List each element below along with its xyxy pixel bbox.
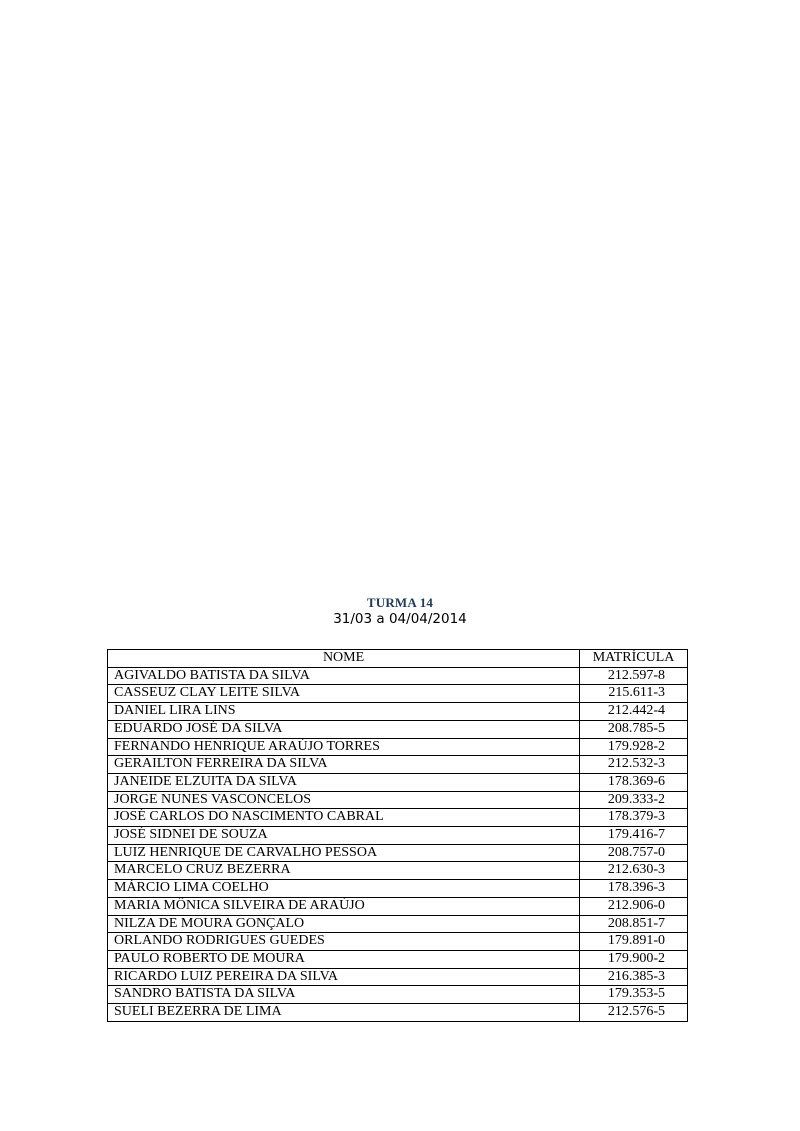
row-matricula: 209.333-2 bbox=[580, 791, 688, 809]
row-nome: JOSÉ SIDNEI DE SOUZA bbox=[108, 827, 580, 845]
row-nome: CASSEUZ CLAY LEITE SILVA bbox=[108, 685, 580, 703]
row-matricula: 179.900-2 bbox=[580, 950, 688, 968]
table-row bbox=[108, 844, 688, 862]
row-matricula: 212.597-8 bbox=[580, 667, 688, 685]
table-row bbox=[108, 809, 688, 827]
row-matricula: 208.757-0 bbox=[580, 844, 688, 862]
row-nome: GERAILTON FERREIRA DA SILVA bbox=[108, 756, 580, 774]
row-nome: LUIZ HENRIQUE DE CARVALHO PESSOA bbox=[108, 844, 580, 862]
table-row bbox=[108, 756, 688, 774]
table-row bbox=[108, 685, 688, 703]
table-row bbox=[108, 986, 688, 1004]
row-nome: ORLANDO RODRIGUES GUEDES bbox=[108, 933, 580, 951]
row-nome: MARCELO CRUZ BEZERRA bbox=[108, 862, 580, 880]
roster-table bbox=[107, 649, 688, 1022]
table-row bbox=[108, 897, 688, 915]
row-matricula: 179.928-2 bbox=[580, 738, 688, 756]
date-range: 31/03 a 04/04/2014 bbox=[333, 611, 467, 627]
table-row bbox=[108, 915, 688, 933]
row-matricula: 208.785-5 bbox=[580, 720, 688, 738]
row-matricula: 216.385-3 bbox=[580, 968, 688, 986]
table-row bbox=[108, 773, 688, 791]
row-matricula: 215.611-3 bbox=[580, 685, 688, 703]
table-row bbox=[108, 703, 688, 721]
table-row bbox=[108, 862, 688, 880]
row-nome: MÁRCIO LIMA COELHO bbox=[108, 880, 580, 898]
row-nome: JANEIDE ELZUITA DA SILVA bbox=[108, 773, 580, 791]
row-nome: DANIEL LIRA LINS bbox=[108, 703, 580, 721]
row-matricula: 178.396-3 bbox=[580, 880, 688, 898]
table-row bbox=[108, 738, 688, 756]
header-nome: NOME bbox=[108, 650, 580, 668]
row-nome: PAULO ROBERTO DE MOURA bbox=[108, 950, 580, 968]
row-nome: MARIA MÔNICA SILVEIRA DE ARAÚJO bbox=[108, 897, 580, 915]
class-title: TURMA 14 bbox=[366, 595, 434, 610]
row-matricula: 208.851-7 bbox=[580, 915, 688, 933]
header-matricula: MATRÍCULA bbox=[580, 650, 688, 668]
table-row bbox=[108, 880, 688, 898]
row-matricula: 178.379-3 bbox=[580, 809, 688, 827]
table-row bbox=[108, 720, 688, 738]
table-row bbox=[108, 827, 688, 845]
row-nome: JORGE NUNES VASCONCELOS bbox=[108, 791, 580, 809]
table-row bbox=[108, 950, 688, 968]
row-nome: AGIVALDO BATISTA DA SILVA bbox=[108, 667, 580, 685]
row-nome: RICARDO LUIZ PEREIRA DA SILVA bbox=[108, 968, 580, 986]
table-row bbox=[108, 933, 688, 951]
row-nome: NILZA DE MOURA GONÇALO bbox=[108, 915, 580, 933]
row-matricula: 212.630-3 bbox=[580, 862, 688, 880]
table-row bbox=[108, 1004, 688, 1022]
row-matricula: 179.891-0 bbox=[580, 933, 688, 951]
row-nome: EDUARDO JOSÉ DA SILVA bbox=[108, 720, 580, 738]
row-matricula: 212.576-5 bbox=[580, 1004, 688, 1022]
row-matricula: 212.442-4 bbox=[580, 703, 688, 721]
row-nome: SANDRO BATISTA DA SILVA bbox=[108, 986, 580, 1004]
row-matricula: 212.532-3 bbox=[580, 756, 688, 774]
row-matricula: 178.369-6 bbox=[580, 773, 688, 791]
row-matricula: 179.416-7 bbox=[580, 827, 688, 845]
row-matricula: 179.353-5 bbox=[580, 986, 688, 1004]
table-row bbox=[108, 791, 688, 809]
table-row bbox=[108, 667, 688, 685]
table-row bbox=[108, 968, 688, 986]
row-nome: FERNANDO HENRIQUE ARAÚJO TORRES bbox=[108, 738, 580, 756]
row-nome: JOSÉ CARLOS DO NASCIMENTO CABRAL bbox=[108, 809, 580, 827]
row-matricula: 212.906-0 bbox=[580, 897, 688, 915]
row-nome: SUELI BEZERRA DE LIMA bbox=[108, 1004, 580, 1022]
header-row bbox=[108, 650, 688, 668]
roster-body bbox=[108, 667, 688, 1021]
